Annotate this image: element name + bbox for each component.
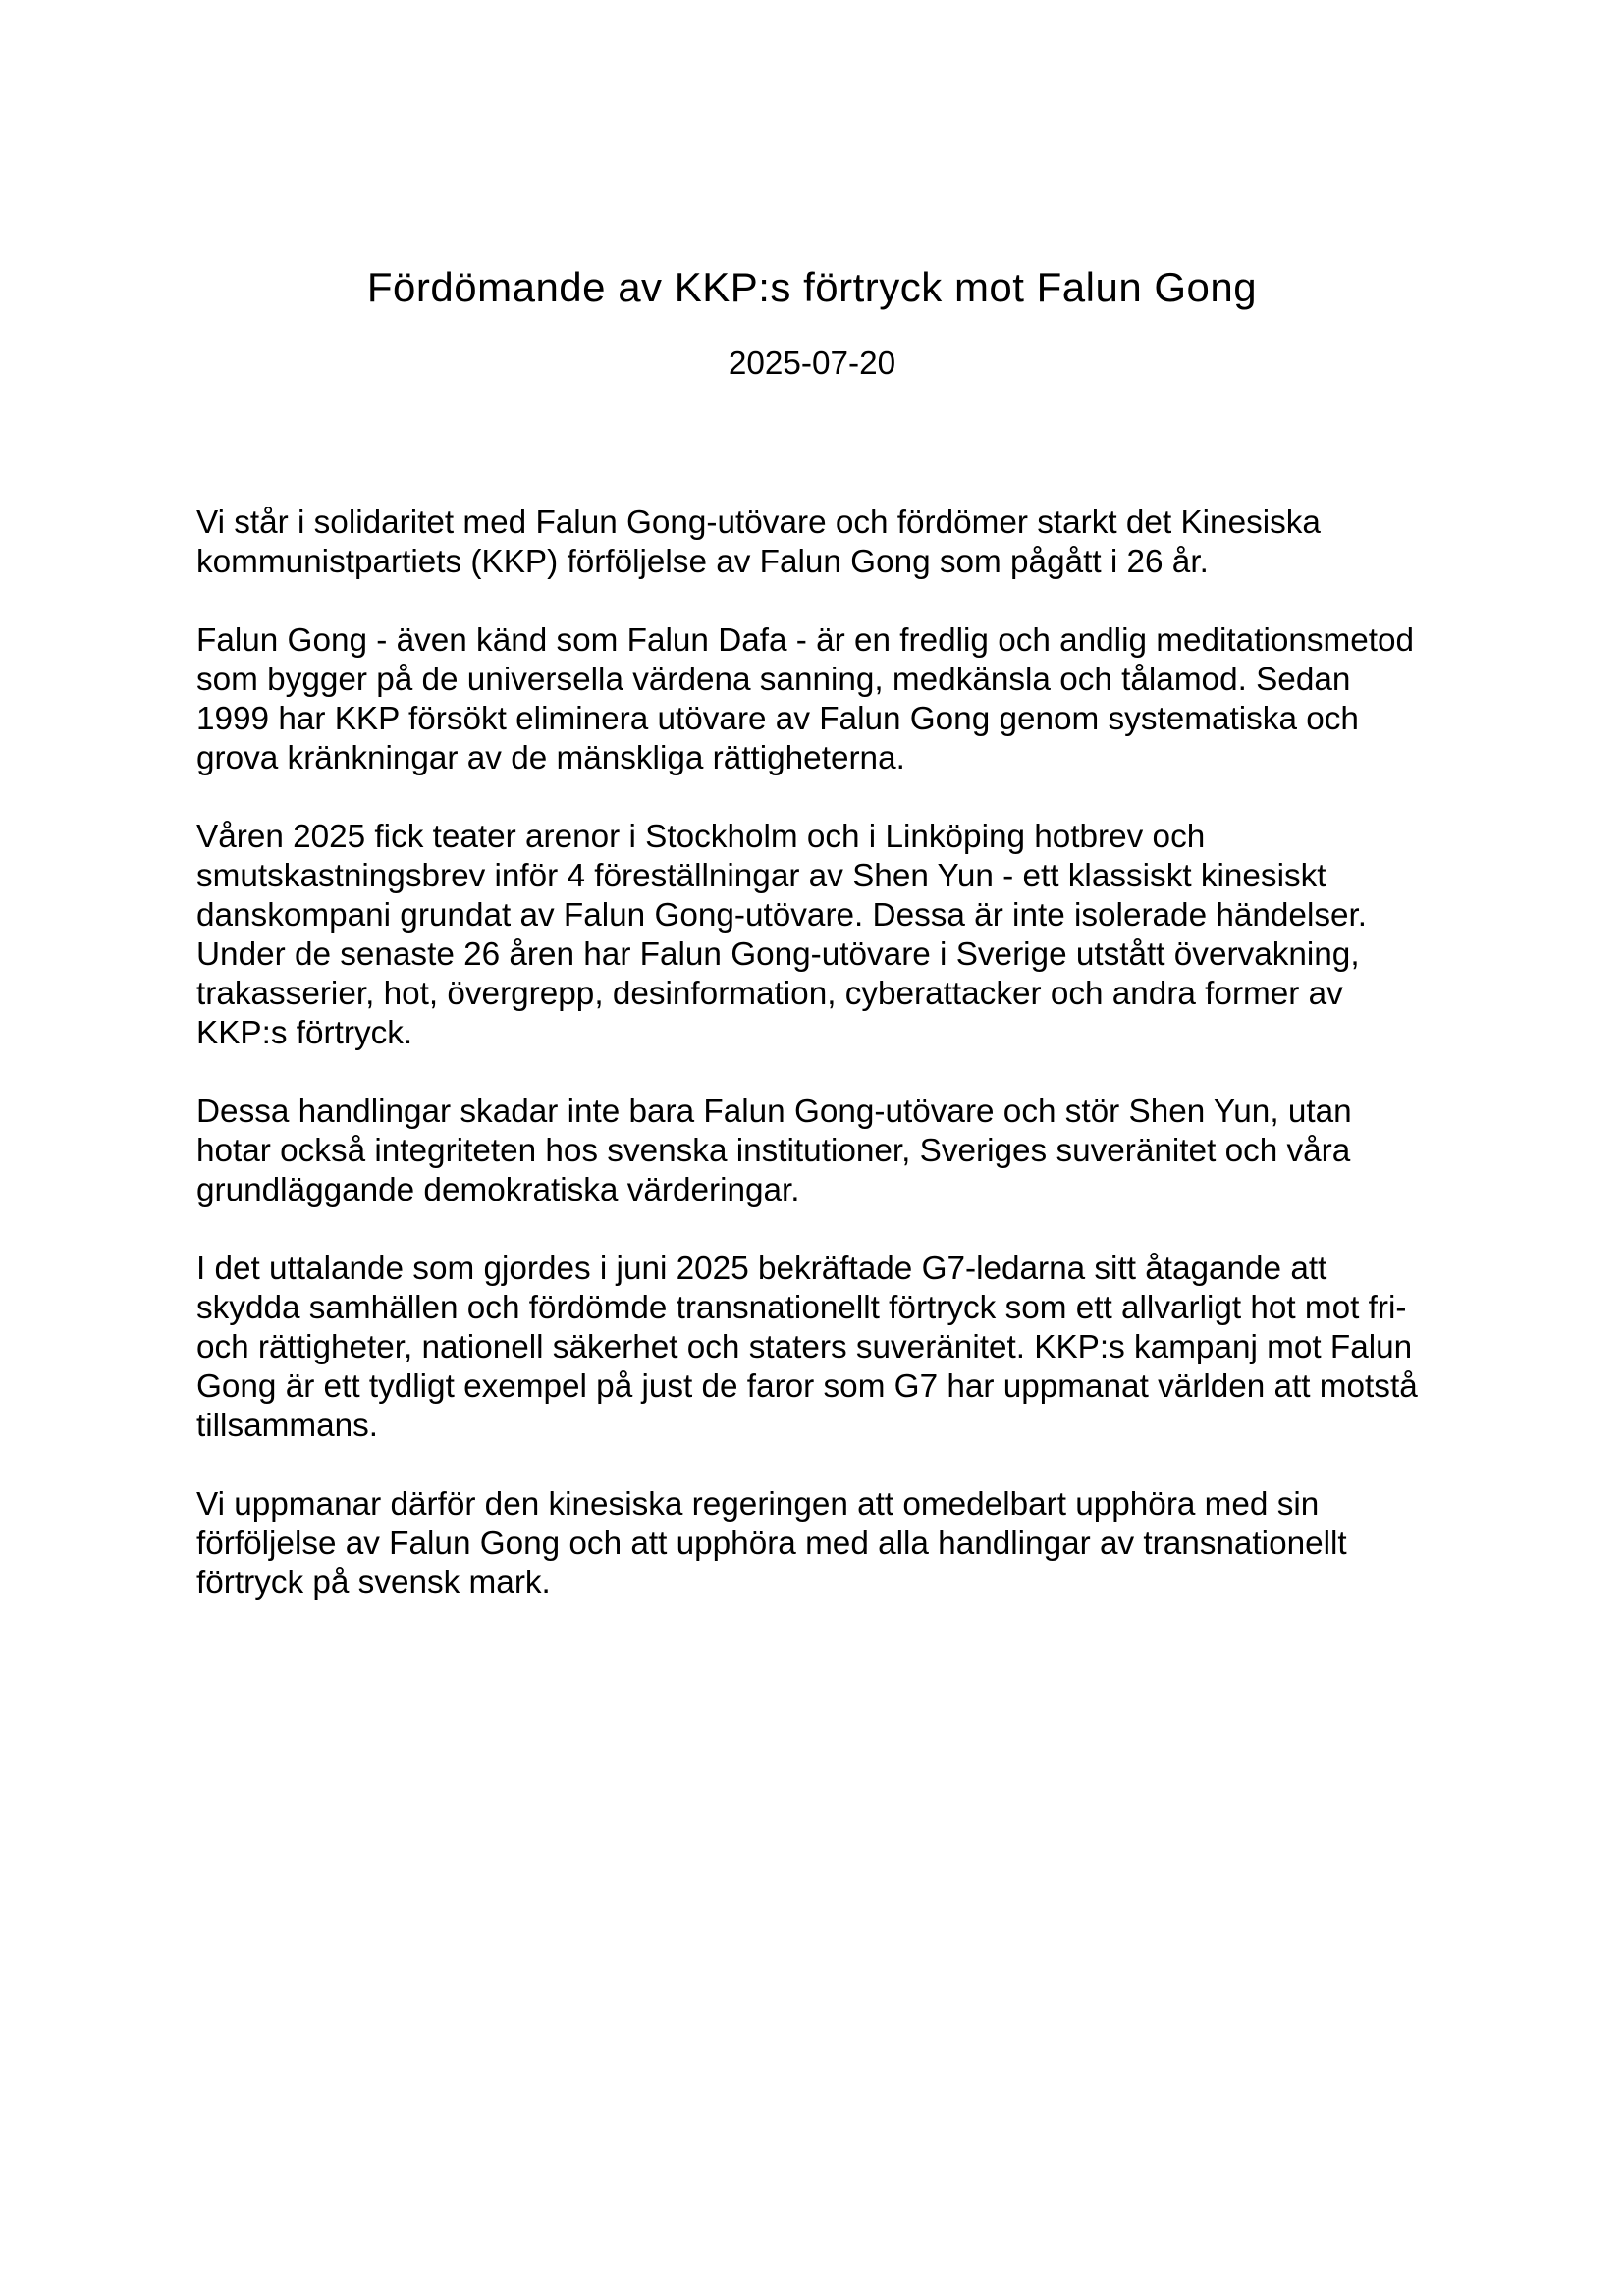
paragraph: I det uttalande som gjordes i juni 2025 bekräftade G7-ledarna sitt åtagande att skydda samhällen och fördömde transnationellt förtryck som ett allvarligt hot mot fri- och rättigheter, nationell säkerhet och staters suveränitet. KKP:s kampanj mot Falun Gong är ett tydligt exempel på just de faror som G7 har uppmanat världen att motstå tillsammans. xyxy=(196,1251,1418,1444)
document-body xyxy=(196,504,1428,1603)
paragraph: Dessa handlingar skadar inte bara Falun Gong-utövare och stör Shen Yun, utan hotar också integriteten hos svenska institutioner, Sveriges suveränitet och våra grundläggande demokratiska värderingar. xyxy=(196,1094,1352,1208)
paragraph: Vi uppmanar därför den kinesiska regeringen att omedelbart upphöra med sin förföljelse av Falun Gong och att upphöra med alla handlingar av transnationellt förtryck på svensk mark. xyxy=(196,1486,1347,1601)
paragraph: Våren 2025 fick teater arenor i Stockholm och i Linköping hotbrev och smutskastningsbrev inför 4 föreställningar av Shen Yun - ett klassiskt kinesiskt danskompani grundat av Falun Gong-utövare. Dessa är inte isolerade händelser. Under de senaste 26 åren har Falun Gong-utövare i Sverige utstått övervakning, trakasserier, hot, övergrepp, desinformation, cyberattacker och andra former av KKP:s förtryck. xyxy=(196,819,1368,1051)
paragraph: Falun Gong - även känd som Falun Dafa - är en fredlig och andlig meditationsmetod som bygger på de universella värdena sanning, medkänsla och tålamod. Sedan 1999 har KKP försökt eliminera utövare av Falun Gong genom systematiska och grova kränkningar av de mänskliga rättigheterna. xyxy=(196,622,1415,776)
document-title: Fördömande av KKP:s förtryck mot Falun Gong xyxy=(366,264,1258,310)
document-date: 2025-07-20 xyxy=(728,346,896,382)
paragraph: Vi står i solidaritet med Falun Gong-utövare och fördömer starkt det Kinesiska kommunistpartiets (KKP) förföljelse av Falun Gong som pågått i 26 år. xyxy=(196,505,1321,580)
